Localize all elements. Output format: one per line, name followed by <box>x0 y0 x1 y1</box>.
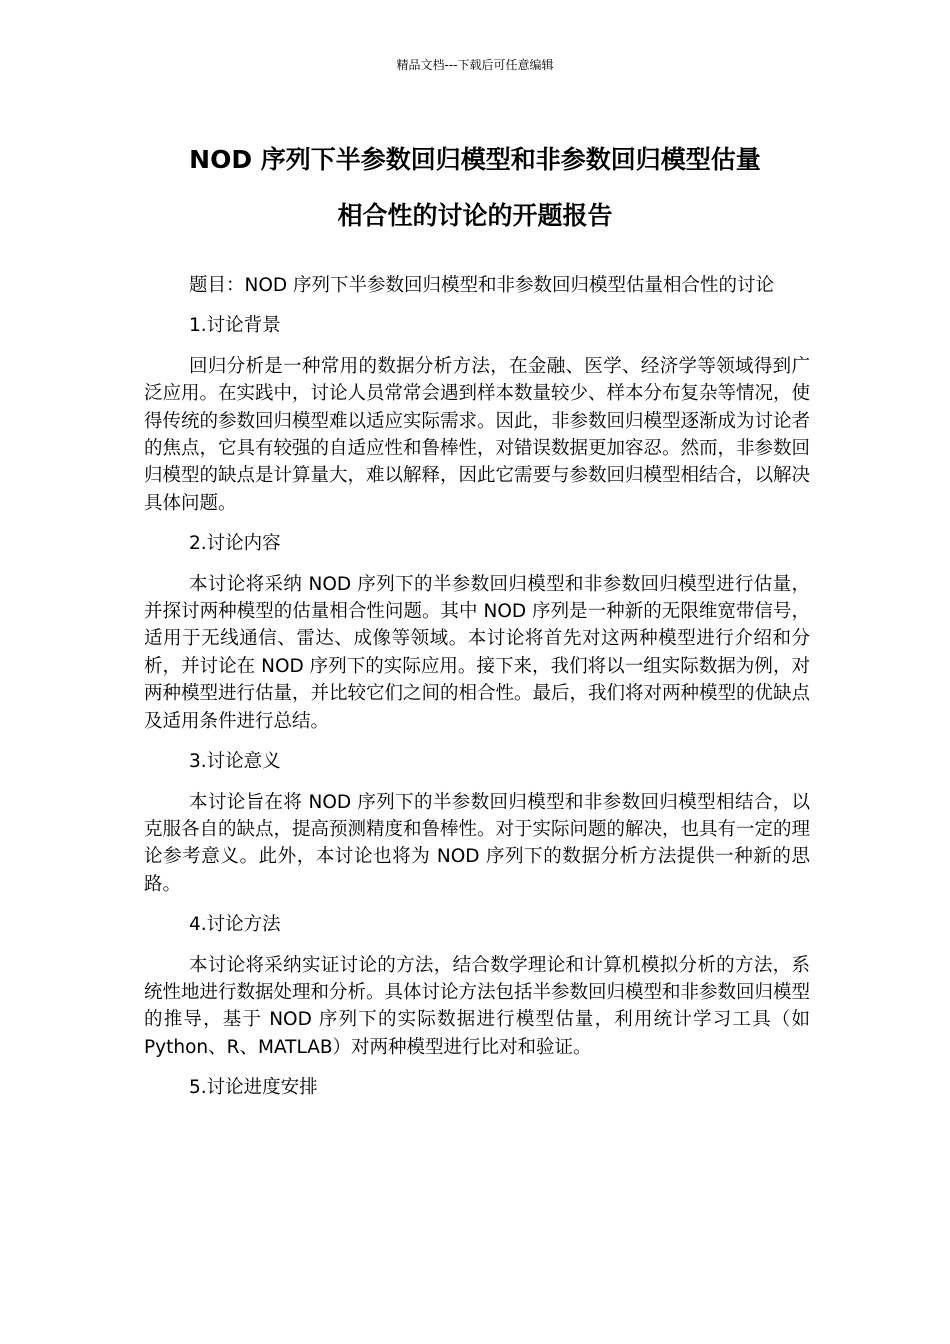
topic-paragraph: 题目：NOD 序列下半参数回归模型和非参数回归模型估量相合性的讨论 <box>189 275 775 296</box>
page-header: 精品文档---下载后可任意编辑 <box>396 58 554 72</box>
section-heading-background: 1.讨论背景 <box>189 315 281 337</box>
document-title-line-1: NOD 序列下半参数回归模型和非参数回归模型估量 <box>189 145 761 174</box>
section-text-background: 回归分析是一种常用的数据分析方法，在金融、医学、经济学等领域得到广泛应用。在实践中，讨论人员常常会遇到样本数量较少、样本分布复杂等情况，使得传统的参数回归模型难以适应实际需求。因此，非参数回归模型逐渐成为讨论者的焦点，它具有较强的自适应性和鲁棒性，对错误数据更加容忍。然而，非参数回归模型的缺点是计算量大，难以解释，因此它需要与参数回归模型相结合，以解决具体问题。 <box>144 355 811 514</box>
section-heading-schedule: 5.讨论进度安排 <box>189 1077 318 1099</box>
section-heading-method: 4.讨论方法 <box>189 914 281 936</box>
section-text-significance: 本讨论旨在将 NOD 序列下的半参数回归模型和非参数回归模型相结合，以克服各自的缺点，提高预测精度和鲁棒性。对于实际问题的解决，也具有一定的理论参考意义。此外，本讨论也将为 NOD 序列下的数据分析方法提供一种新的思路。 <box>144 791 811 895</box>
document-body <box>144 272 810 1115</box>
section-text-method: 本讨论将采纳实证讨论的方法，结合数学理论和计算机模拟分析的方法，系统性地进行数据处理和分析。具体讨论方法包括半参数回归模型和非参数回归模型的推导，基于 NOD 序列下的实际数据进行模型估量，利用统计学习工具（如 Python、R、MATLAB）对两种模型进行比对和验证。 <box>144 954 811 1058</box>
section-heading-content: 2.讨论内容 <box>189 533 281 555</box>
document-title <box>100 132 850 244</box>
document-title-line-2: 相合性的讨论的开题报告 <box>337 201 613 230</box>
section-heading-significance: 3.讨论意义 <box>189 751 281 773</box>
section-text-content: 本讨论将采纳 NOD 序列下的半参数回归模型和非参数回归模型进行估量，并探讨两种模型的估量相合性问题。其中 NOD 序列是一种新的无限维宽带信号，适用于无线通信、雷达、成像等领域。本讨论将首先对这两种模型进行介绍和分析，并讨论在 NOD 序列下的实际应用。接下来，我们将以一组实际数据为例，对两种模型进行估量，并比较它们之间的相合性。最后，我们将对两种模型的优缺点及适用条件进行总结。 <box>144 573 811 732</box>
